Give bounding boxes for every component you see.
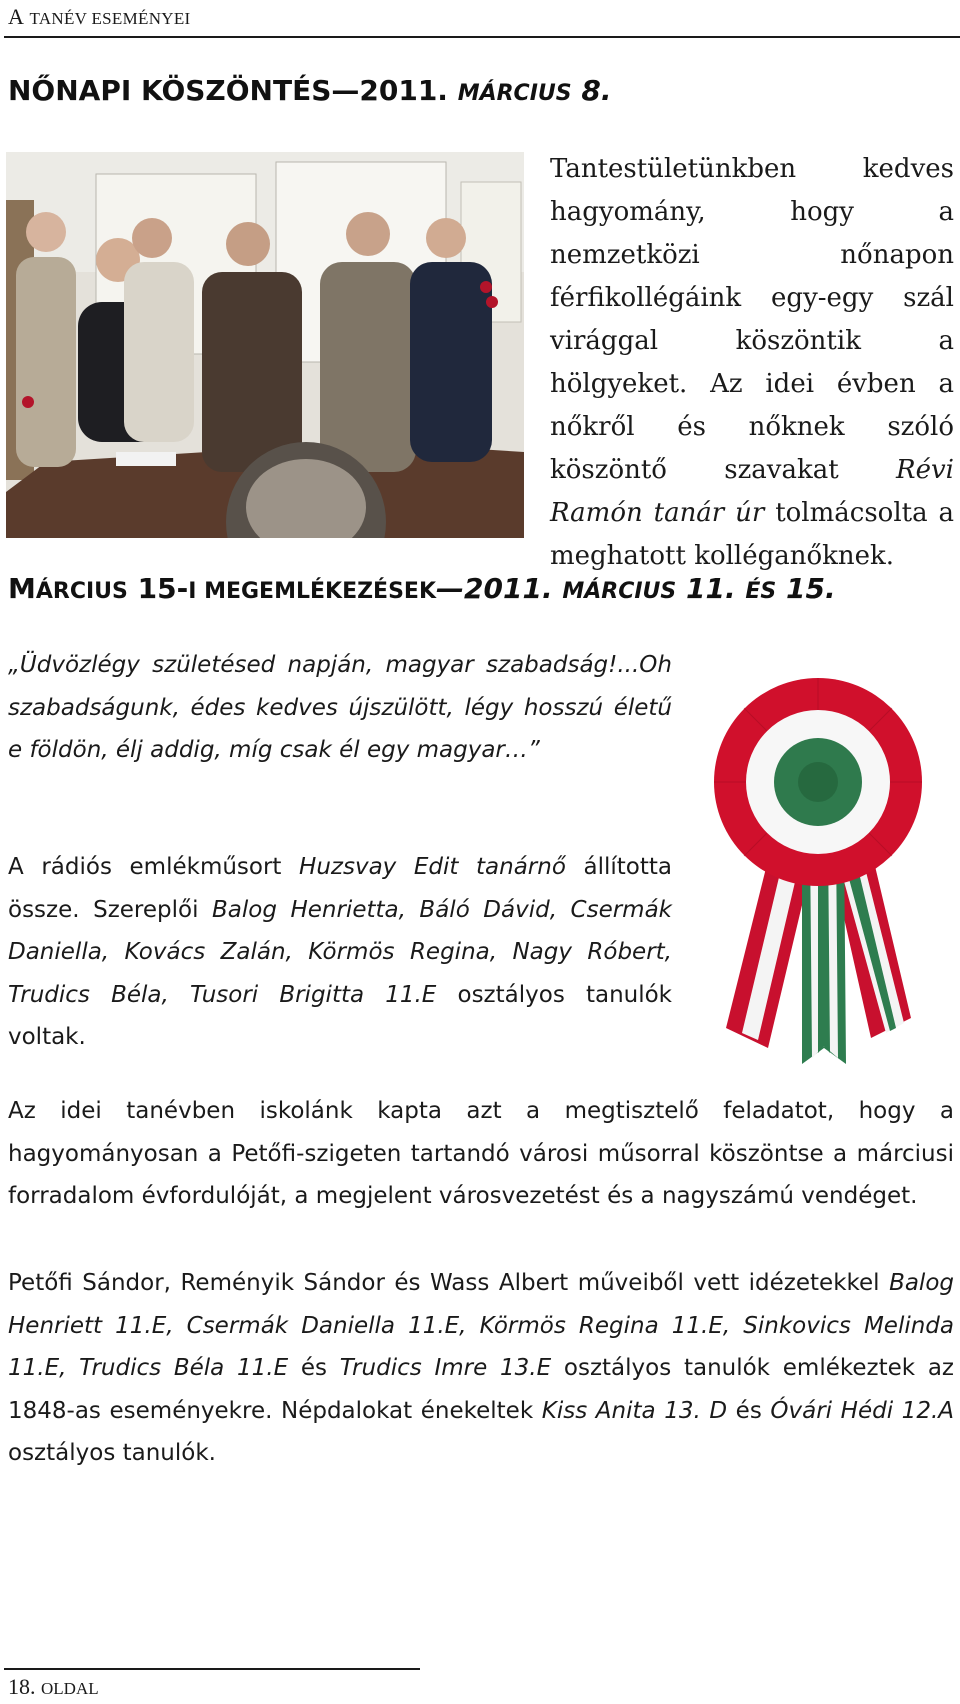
header-title: TANÉV ESEMÉNYEI — [29, 9, 191, 28]
cockade-image — [706, 678, 946, 1064]
petofi-quote: „Üdvözlégy születésed napján, magyar szabadság!...Oh szabadságunk, édes kedves újszülött, légy hosszú életű e földön, élj addig, míg csak él egy magyar…” — [8, 652, 672, 763]
footer-rule — [4, 1668, 420, 1670]
header-initial: A — [8, 4, 25, 29]
performers-paragraph: Petőfi Sándor, Reményik Sándor és Wass Albert műveiből vett idézetekkel Balog Henriett 11.E, Csermák Daniella 11.E, Körmös Regina 11.E, Sinkovics Melinda 11.E, Trudics Béla 11.E és Trudics Imre 13.E osztályos tanulók emlékeztek az 1848-as eseményekre. Népdalokat énekeltek Kiss Anita 13. D és Óvári Hédi 12.A osztályos tanulók. — [8, 1270, 954, 1466]
radio-program-paragraph: A rádiós emlékműsort Huzsvay Edit tanárnő állította össze. Szereplői Balog Henrietta, Báló Dávid, Csermák Daniella, Kovács Zalán, Körmös Regina, Nagy Róbert, Trudics Béla, Tusori Brigitta 11.E osztályos tanulók voltak. — [8, 854, 673, 1050]
page-number: 18. — [8, 1674, 36, 1699]
running-header — [8, 4, 191, 30]
header-rule — [4, 36, 960, 38]
section-title-womens-day: NŐNAPI KÖSZÖNTÉS—2011. MÁRCIUS 8. — [8, 74, 612, 107]
womens-day-paragraph: Tantestületünkben kedves hagyomány, hogy a nemzetközi nőnapon férfikollégáink egy-egy szál virággal köszöntik a hölgyeket. Az idei évben a nőkről és nőknek szóló köszöntő szavakat Révi Ramón tanár úr tolmácsolta a meghatott kolléganőknek. — [550, 154, 954, 571]
section-title-march-15: MÁRCIUS 15-I MEGEMLÉKEZÉSEK—2011. MÁRCIUS 11. ÉS 15. — [8, 572, 836, 605]
page-label: OLDAL — [41, 1679, 99, 1698]
teacher-name: Révi Ramón tanár úr — [550, 455, 954, 528]
womens-day-photo — [6, 152, 524, 538]
page-footer — [8, 1674, 99, 1700]
petofi-island-paragraph: Az idei tanévben iskolánk kapta azt a megtisztelő feladatot, hogy a hagyományosan a Petőfi-szigeten tartandó városi műsorral köszöntse a márciusi forradalom évfordulóját, a megjelent városvezetést és a nagyszámú vendéget. — [8, 1098, 954, 1209]
